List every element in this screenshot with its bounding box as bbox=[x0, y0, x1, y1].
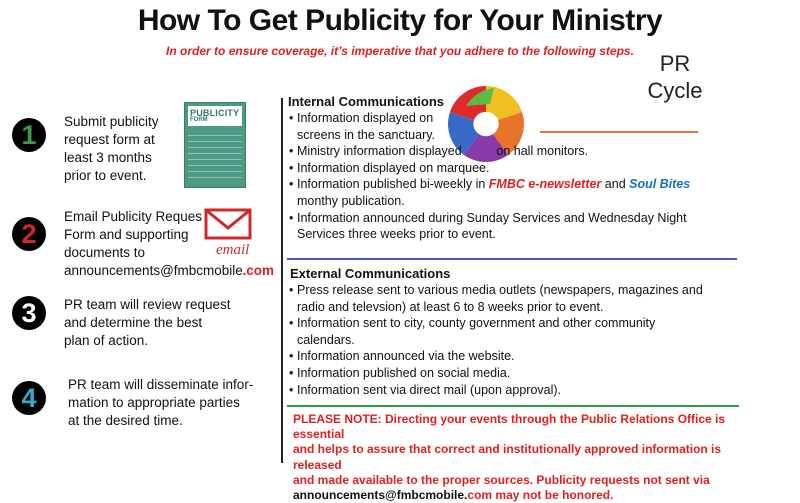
page-title: How To Get Publicity for Your Ministry bbox=[137, 4, 663, 37]
step-2-number: 2 bbox=[12, 217, 46, 251]
external-list bbox=[289, 282, 759, 398]
fmbc-enewsletter: FMBC e-newsletter bbox=[488, 177, 602, 192]
step-1-line: request form at bbox=[64, 132, 155, 147]
form-sub: FORM bbox=[190, 117, 208, 123]
email-envelope-icon bbox=[204, 208, 254, 258]
step-1-line: Submit publicity bbox=[64, 114, 159, 129]
please-note bbox=[293, 412, 773, 503]
pr-cycle-label bbox=[630, 50, 720, 104]
step-3-text bbox=[64, 296, 279, 350]
step-3-line: PR team will review request bbox=[64, 297, 231, 312]
internal-list bbox=[289, 110, 739, 243]
pr-cycle-line2: Cycle bbox=[647, 78, 703, 103]
step-3-line: plan of action. bbox=[64, 333, 149, 348]
note-line bbox=[293, 488, 773, 503]
step-4-line: at the desired time. bbox=[68, 413, 183, 428]
internal-item: • Information published bi-weekly in FMBC e-newsletter and Soul Bites monthy publication. bbox=[289, 176, 739, 209]
page-subtitle: In order to ensure coverage, it’s imperative that you adhere to the following steps. bbox=[166, 44, 634, 58]
step-1-number: 1 bbox=[12, 118, 46, 152]
step-2-email-tld: .com bbox=[242, 263, 275, 278]
step-2-email bbox=[64, 262, 279, 280]
note-email: announcements@fmbcmobile. bbox=[293, 488, 468, 503]
external-item: • Press release sent to various media outlets (newspapers, magazines and radio and televsion) at least 6 to 8 weeks prior to event. bbox=[289, 282, 759, 315]
vertical-divider bbox=[281, 98, 283, 463]
step-4-line: PR team will disseminate infor- bbox=[68, 377, 254, 392]
soul-bites: Soul Bites bbox=[629, 177, 691, 192]
internal-item: • Information announced during Sunday Services and Wednesday Night Services three weeks prior to event. bbox=[289, 210, 739, 243]
external-title: External Communications bbox=[290, 266, 451, 281]
internal-title: Internal Communications bbox=[288, 94, 445, 109]
step-2-line: documents to bbox=[64, 245, 146, 260]
step-1-text bbox=[64, 113, 184, 185]
external-item: • Information announced via the website. bbox=[289, 348, 759, 365]
note-line: and made available to the proper sources. Publicity requests not sent via bbox=[293, 472, 710, 487]
step-2-email-user: announcements@fmbcmobile. bbox=[64, 263, 247, 278]
step-1-line: least 3 months bbox=[64, 150, 152, 165]
form-title: PUBLICITY bbox=[190, 108, 240, 118]
step-4-number: 4 bbox=[12, 381, 46, 415]
step-3-line: and determine the best bbox=[64, 315, 203, 330]
internal-item: • Information displayed on screens in the sanctuary. bbox=[289, 110, 739, 143]
blue-divider bbox=[287, 258, 737, 260]
step-2-line: Email Publicity Reques bbox=[64, 209, 203, 224]
step-1-line: prior to event. bbox=[64, 168, 147, 183]
green-divider bbox=[287, 405, 739, 407]
pr-cycle-line1: PR bbox=[659, 51, 691, 76]
note-line: and helps to assure that correct and institutionally approved information is released bbox=[293, 442, 722, 472]
step-3-number: 3 bbox=[12, 296, 46, 330]
step-4-line: mation to appropriate parties bbox=[68, 395, 240, 410]
internal-item: • Information displayed on marquee. bbox=[289, 160, 739, 177]
note-email-tail: com may not be honored. bbox=[467, 488, 614, 503]
external-item: • Information published on social media. bbox=[289, 365, 759, 382]
step-4-text bbox=[68, 376, 283, 430]
publicity-form-icon bbox=[184, 102, 246, 188]
external-item: • Information sent to city, county government and other community calendars. bbox=[289, 315, 759, 348]
internal-item: • Ministry information displayed on hall monitors. bbox=[289, 143, 739, 160]
note-line: PLEASE NOTE: Directing your events through the Public Relations Office is essential bbox=[293, 412, 726, 442]
external-item: • Information sent via direct mail (upon approval). bbox=[289, 382, 759, 399]
email-icon-text: email bbox=[216, 242, 250, 258]
step-2-line: Form and supporting bbox=[64, 227, 189, 242]
